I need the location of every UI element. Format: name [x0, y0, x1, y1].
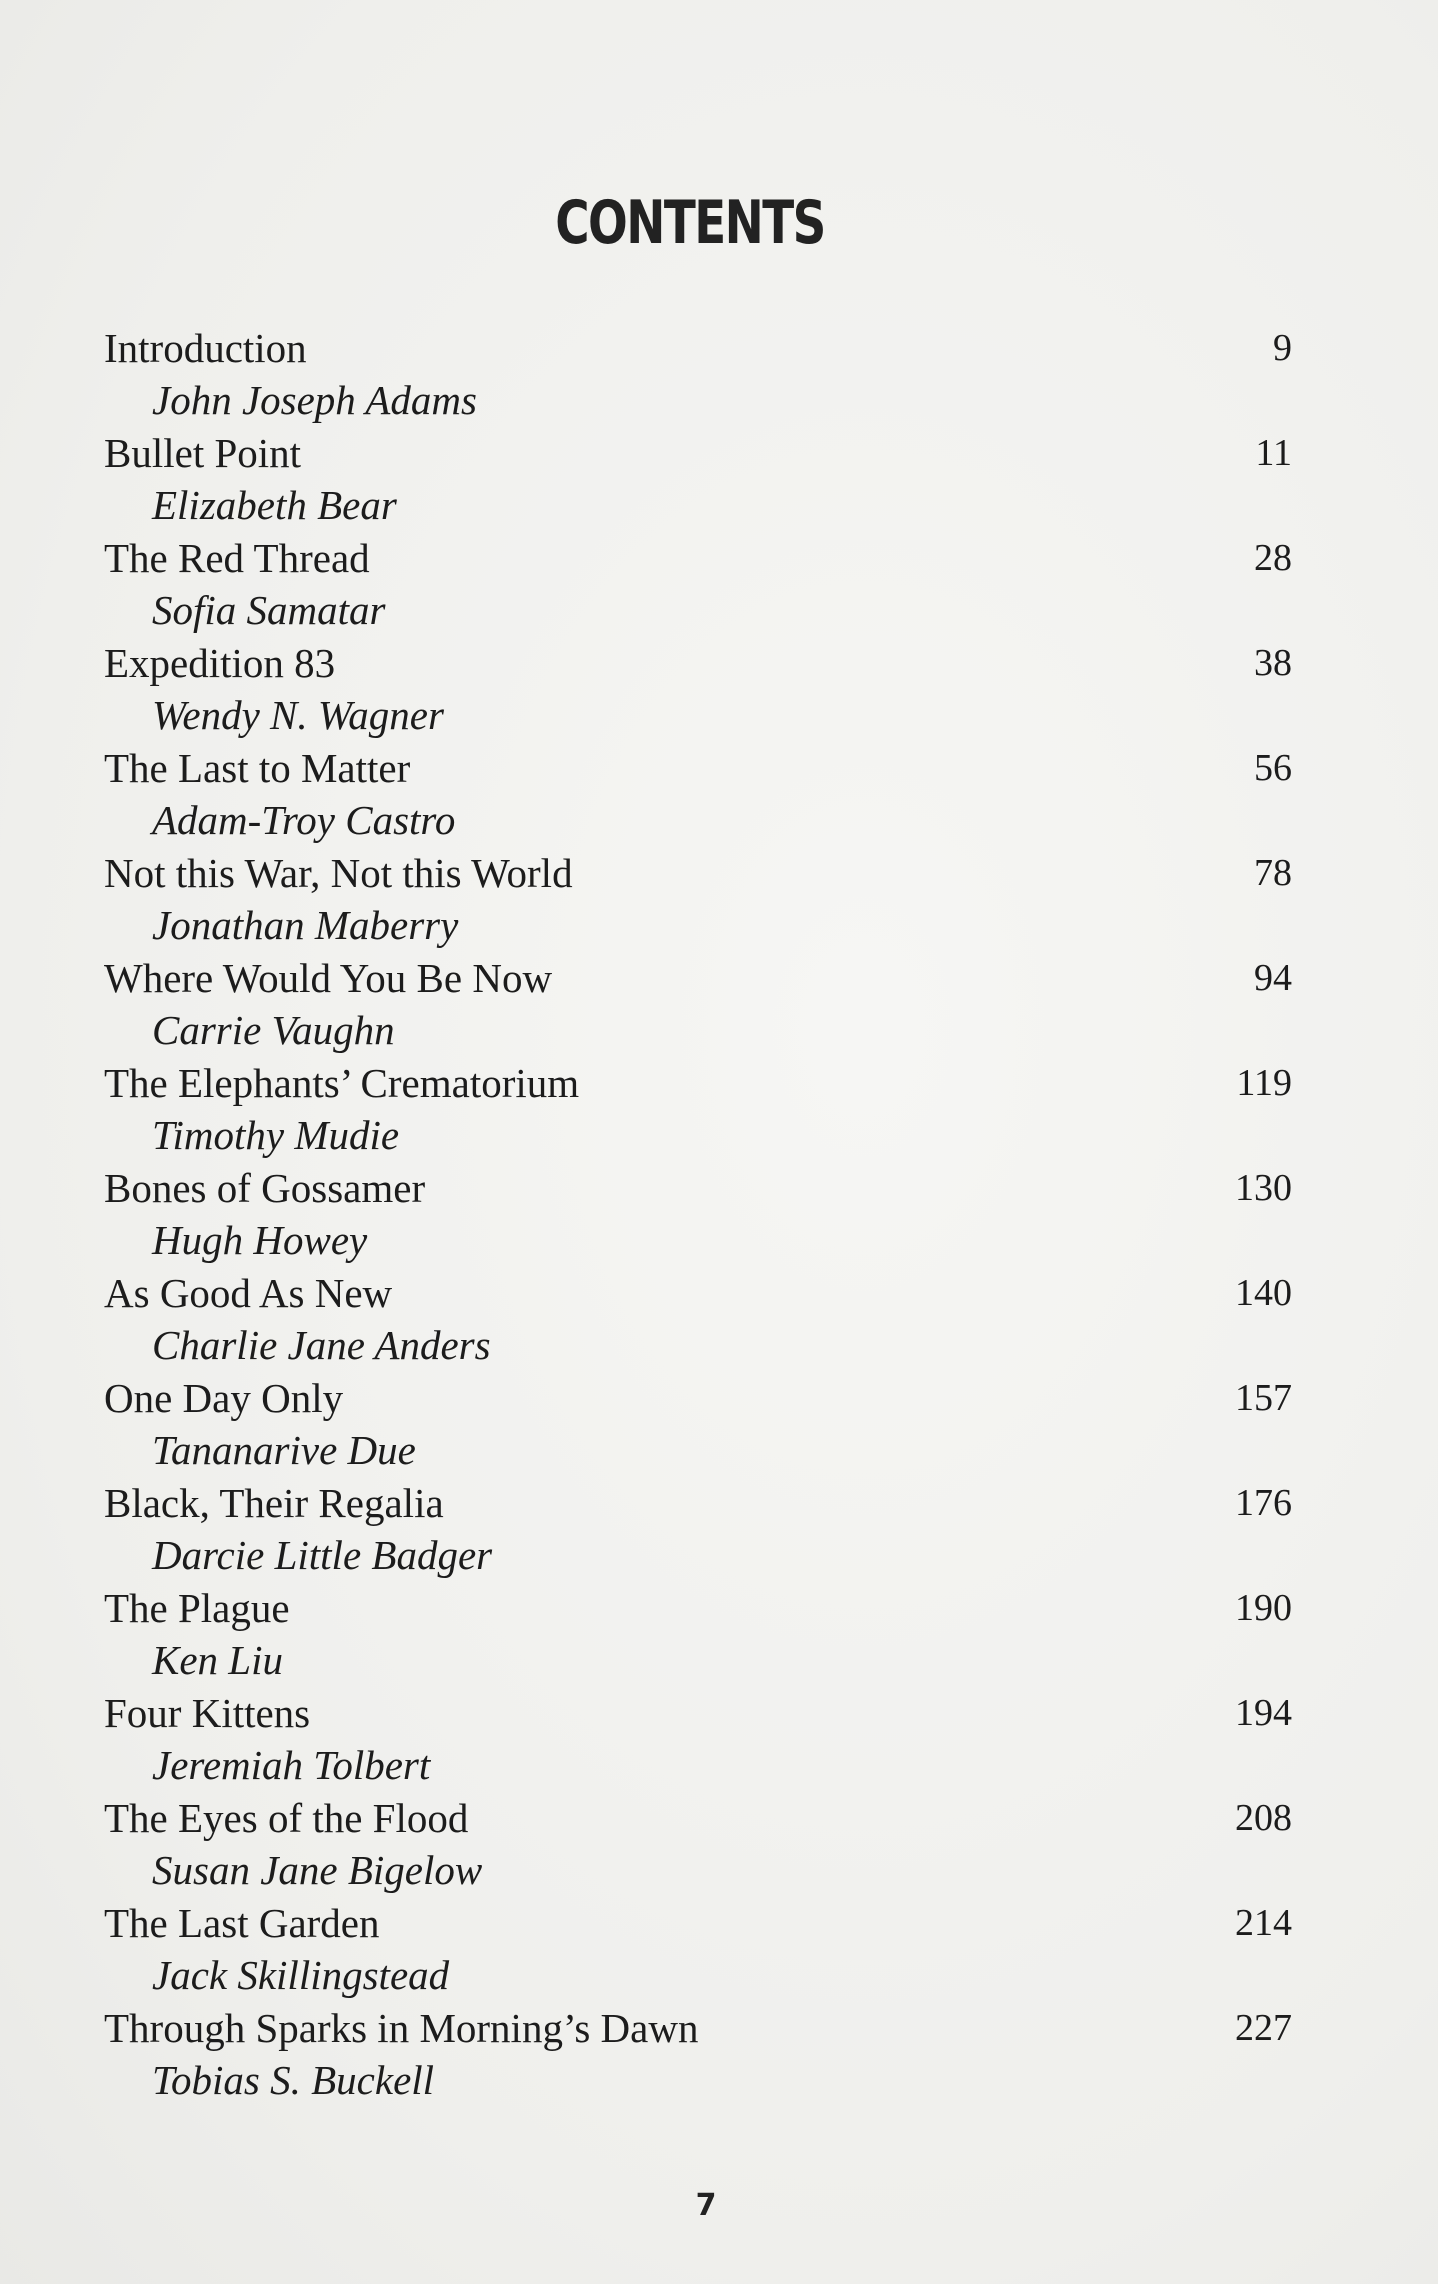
toc-entry: [104, 1792, 1292, 1897]
toc-entry: [104, 427, 1292, 532]
toc-entry: [104, 1477, 1292, 1582]
story-title: The Plague: [104, 1585, 290, 1631]
toc-entry: [104, 2002, 1292, 2107]
story-author: Elizabeth Bear: [152, 482, 397, 528]
contents-heading: CONTENTS: [555, 188, 825, 258]
story-author: Charlie Jane Anders: [152, 1322, 491, 1368]
page-number: 119: [1236, 1062, 1292, 1104]
page-number: 227: [1235, 2007, 1292, 2049]
toc-entry: [104, 742, 1292, 847]
page-number: 9: [1273, 327, 1292, 369]
page-number: 94: [1254, 957, 1292, 999]
toc-entry: [104, 1897, 1292, 2002]
page-number: 38: [1254, 642, 1292, 684]
toc-entry: [104, 1687, 1292, 1792]
page-number: 214: [1235, 1902, 1292, 1944]
story-author: Ken Liu: [152, 1637, 283, 1683]
story-author: Tobias S. Buckell: [152, 2057, 435, 2103]
story-title: The Elephants’ Crematorium: [104, 1060, 580, 1106]
toc-entry: [104, 1057, 1292, 1162]
story-author: Susan Jane Bigelow: [152, 1847, 483, 1893]
page-number: 176: [1235, 1482, 1292, 1524]
toc-entry: [104, 1372, 1292, 1477]
story-title: The Last Garden: [104, 1900, 380, 1946]
story-author: Carrie Vaughn: [152, 1007, 395, 1053]
story-title: The Last to Matter: [104, 745, 411, 791]
table-of-contents: [104, 322, 1292, 2107]
page-number: 56: [1254, 747, 1292, 789]
story-title: Black, Their Regalia: [104, 1480, 444, 1526]
story-author: Jonathan Maberry: [152, 902, 459, 948]
story-author: Wendy N. Wagner: [152, 692, 444, 738]
story-author: Hugh Howey: [152, 1217, 368, 1263]
story-author: Jack Skillingstead: [152, 1952, 450, 1998]
page-folio: 7: [695, 2188, 717, 2223]
story-title: Where Would You Be Now: [104, 955, 553, 1001]
toc-entry: [104, 637, 1292, 742]
page-number: 190: [1235, 1587, 1292, 1629]
page-number: 11: [1255, 432, 1292, 474]
story-title: Four Kittens: [104, 1690, 311, 1736]
page-number: 157: [1235, 1377, 1292, 1419]
story-title: As Good As New: [104, 1270, 393, 1316]
page-number: 28: [1254, 537, 1292, 579]
story-title: Not this War, Not this World: [104, 850, 573, 896]
story-title: The Red Thread: [104, 535, 370, 581]
story-author: Darcie Little Badger: [152, 1532, 493, 1578]
story-title: Bullet Point: [104, 430, 302, 476]
page-number: 208: [1235, 1797, 1292, 1839]
page-number: 194: [1235, 1692, 1292, 1734]
toc-entry: [104, 1162, 1292, 1267]
story-title: Expedition 83: [104, 640, 336, 686]
toc-entry: [104, 322, 1292, 427]
toc-entry: [104, 1582, 1292, 1687]
story-title: Through Sparks in Morning’s Dawn: [104, 2005, 699, 2051]
story-author: John Joseph Adams: [152, 377, 477, 423]
toc-entry: [104, 1267, 1292, 1372]
story-author: Jeremiah Tolbert: [152, 1742, 431, 1788]
story-title: Bones of Gossamer: [104, 1165, 426, 1211]
story-author: Tananarive Due: [152, 1427, 416, 1473]
story-author: Adam-Troy Castro: [152, 797, 456, 843]
story-title: The Eyes of the Flood: [104, 1795, 469, 1841]
story-author: Timothy Mudie: [152, 1112, 400, 1158]
toc-entry: [104, 532, 1292, 637]
story-author: Sofia Samatar: [152, 587, 386, 633]
page-number: 130: [1235, 1167, 1292, 1209]
story-title: Introduction: [104, 325, 307, 371]
page-number: 140: [1235, 1272, 1292, 1314]
toc-entry: [104, 847, 1292, 952]
page-number: 78: [1254, 852, 1292, 894]
story-title: One Day Only: [104, 1375, 344, 1421]
toc-entry: [104, 952, 1292, 1057]
